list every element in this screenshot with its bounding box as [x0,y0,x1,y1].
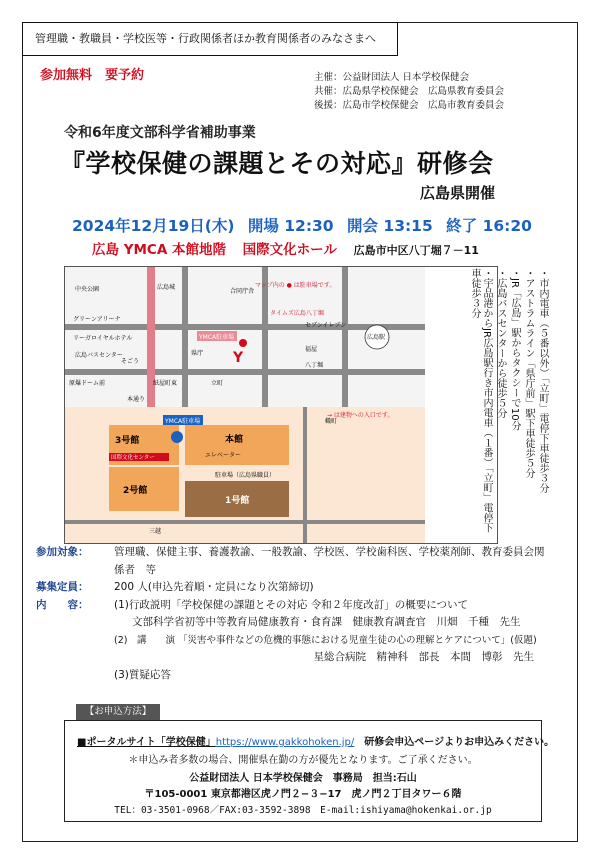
content-row [30,597,550,685]
end-time: 終了 16:20 [446,217,532,235]
map-label-castle: 広島城 [157,284,176,291]
sponsor-row: 後援：広島市学校保健会 広島市教育委員会 [314,100,505,111]
office-name: 公益財団法人 日本学校保健会 事務局 担当:石山 [189,773,417,784]
venue-address: 広島市中区八丁堀７－11 [353,244,479,257]
office-contact: TEL：03-3501-0968／FAX:03-3592-3898 E-mail:ishiyama@hokenkai.or.jp [114,805,492,816]
map-label-hatchobori: 八丁堀 [305,362,324,369]
portal-link[interactable]: https://www.gakkohoken.jp/ [215,737,355,748]
capacity-label: 募集定員： [36,581,89,593]
map-label-hotel: リーガロイヤルホテル [73,335,133,342]
content-item: (1)行政説明「学校保健の課題とその対応 令和２年度改訂」の概要について [114,598,468,611]
priority-note: ＊申込み者多数の場合、開催県在勤の方が優先となります。ご了承ください。 [128,755,478,766]
map-label-office: 合同庁舎 [230,288,255,295]
plan-label-main: 本館 [225,435,244,445]
prefecture-label: 広島県開催 [420,184,496,202]
venue-line [92,238,491,258]
open-time: 開場 12:30 [247,217,334,235]
subsidy-label: 令和6年度文部科学省補助事業 [64,125,256,141]
content-item: 星総合病院 精神科 部長 本間 博彰 先生 [313,651,534,663]
venue-hall: 国際文化ホール [242,242,337,258]
capacity-row [30,579,550,597]
target-row [30,544,550,579]
map-label-tatemachi: 立町 [211,380,224,387]
capacity-value: 200 人(申込先着順・定員になり次第締切) [114,581,314,593]
plan-label-building1: 1号館 [225,496,250,506]
details-block [30,544,550,684]
start-time: 開会 13:15 [347,217,433,235]
map-label-bus-center: 広島バスセンター [75,352,123,359]
map-label-fukuya: 福屋 [305,346,318,353]
plan-label-staff-parking: 駐車場（広島県職員） [215,472,276,479]
plan-label-elevator: エレベーター [205,452,242,459]
office-address: 〒105-0001 東京都港区虎ノ門２−３−17 虎ノ門２丁目タワー６階 [144,789,462,800]
plan-label-culture-center: 国際文化センター [111,455,155,461]
apply-box [64,720,555,822]
portal-tail: 研修会申込ページよりお申込みください。 [354,737,555,748]
audience-box: 管理職・教職員・学校医等・行政関係者ほか教育関係者のみなさまへ [22,22,398,56]
main-building-bg [185,425,289,465]
map-label-7eleven: セブンイレブン [305,322,347,329]
plan-label-ymca-parking: YMCA駐車場 [165,418,201,425]
plan-parking-icon [171,431,183,443]
map-label-park: 中央公園 [75,286,100,293]
map-label-hondori: 本通り [127,396,146,403]
map-label-arena: グリーンアリーナ [73,316,121,323]
sponsor-row: 主催：公益財団法人 日本学校保健会 [314,72,470,83]
access-item: ・市内電車（５番以外）「立町」電停下車徒歩３分 [537,268,548,493]
portal-label: ■ポータルサイト「学校保健」 [77,737,216,748]
access-item: ・JR「広島」駅からタクシーで10分 [509,268,520,431]
access-item: ・アストラムライン「県庁前」駅下車徒歩５分 [523,268,534,478]
map-label-prefecture: 県庁 [191,350,204,357]
portal-line [77,733,554,748]
access-item: ・広島バスセンターから徒歩５分 [495,268,506,418]
map-label-ymca-parking: YMCA駐車場 [199,334,235,341]
map-legend-top: マップ内の ● は駐車場です。 [255,282,336,289]
map-label-sogo: そごう [121,358,140,365]
map-legend-bottom: → は建物への入口です。 [327,412,394,419]
plan-label-building2: 2号館 [123,486,148,496]
map-label-kamiya-east: 紙屋町東 [153,380,178,387]
target-value: 管理職、保健主事、養護教諭、一般教諭、学校医、学校歯科医、学校薬剤師、教育委員会関係者 等 [114,546,545,576]
content-item: 文部科学省初等中等教育局健康教育・食育課 健康教育調査官 川畑 千種 先生 [132,616,521,628]
plan-label-noboricho: 幟町 [325,418,338,425]
map-label-station: 広島駅 [367,334,386,341]
venue-marker: Y [233,350,244,366]
apply-tab: 【お申込方法】 [76,704,160,720]
date-value: 2024年12月19日(木) [72,217,235,235]
free-registration-note: 参加無料 要予約 [40,68,145,83]
page-title: 『学校保健の課題とその対応』研修会 [60,149,494,178]
content-item: (2) 講 演 「災害や事件などの危機的事態における児童生徒の心の理解とケアについて」(仮題) [114,634,537,646]
parking-dot [239,339,247,347]
plan-label-building3: 3号館 [115,436,140,446]
event-date [72,214,540,236]
sponsors-block [314,71,504,113]
target-label: 参加対象： [36,546,89,558]
access-item: ・宇品港からJR広島駅行き市内電車（１番）「立町」電停下車徒歩３分 [469,268,492,533]
map-label-dome: 原爆ドーム前 [69,380,106,387]
plan-label-hands: 三越 [149,528,162,535]
access-info [424,268,548,536]
map-label-times: タイムズ広島八丁堀 [270,310,324,317]
content-label: 内 容： [36,598,89,611]
venue-name: 広島 YMCA 本館地階 [92,242,226,258]
content-item: (3)質疑応答 [114,668,171,681]
sponsor-row: 共催：広島県学校保健会 広島県教育委員会 [314,86,505,97]
